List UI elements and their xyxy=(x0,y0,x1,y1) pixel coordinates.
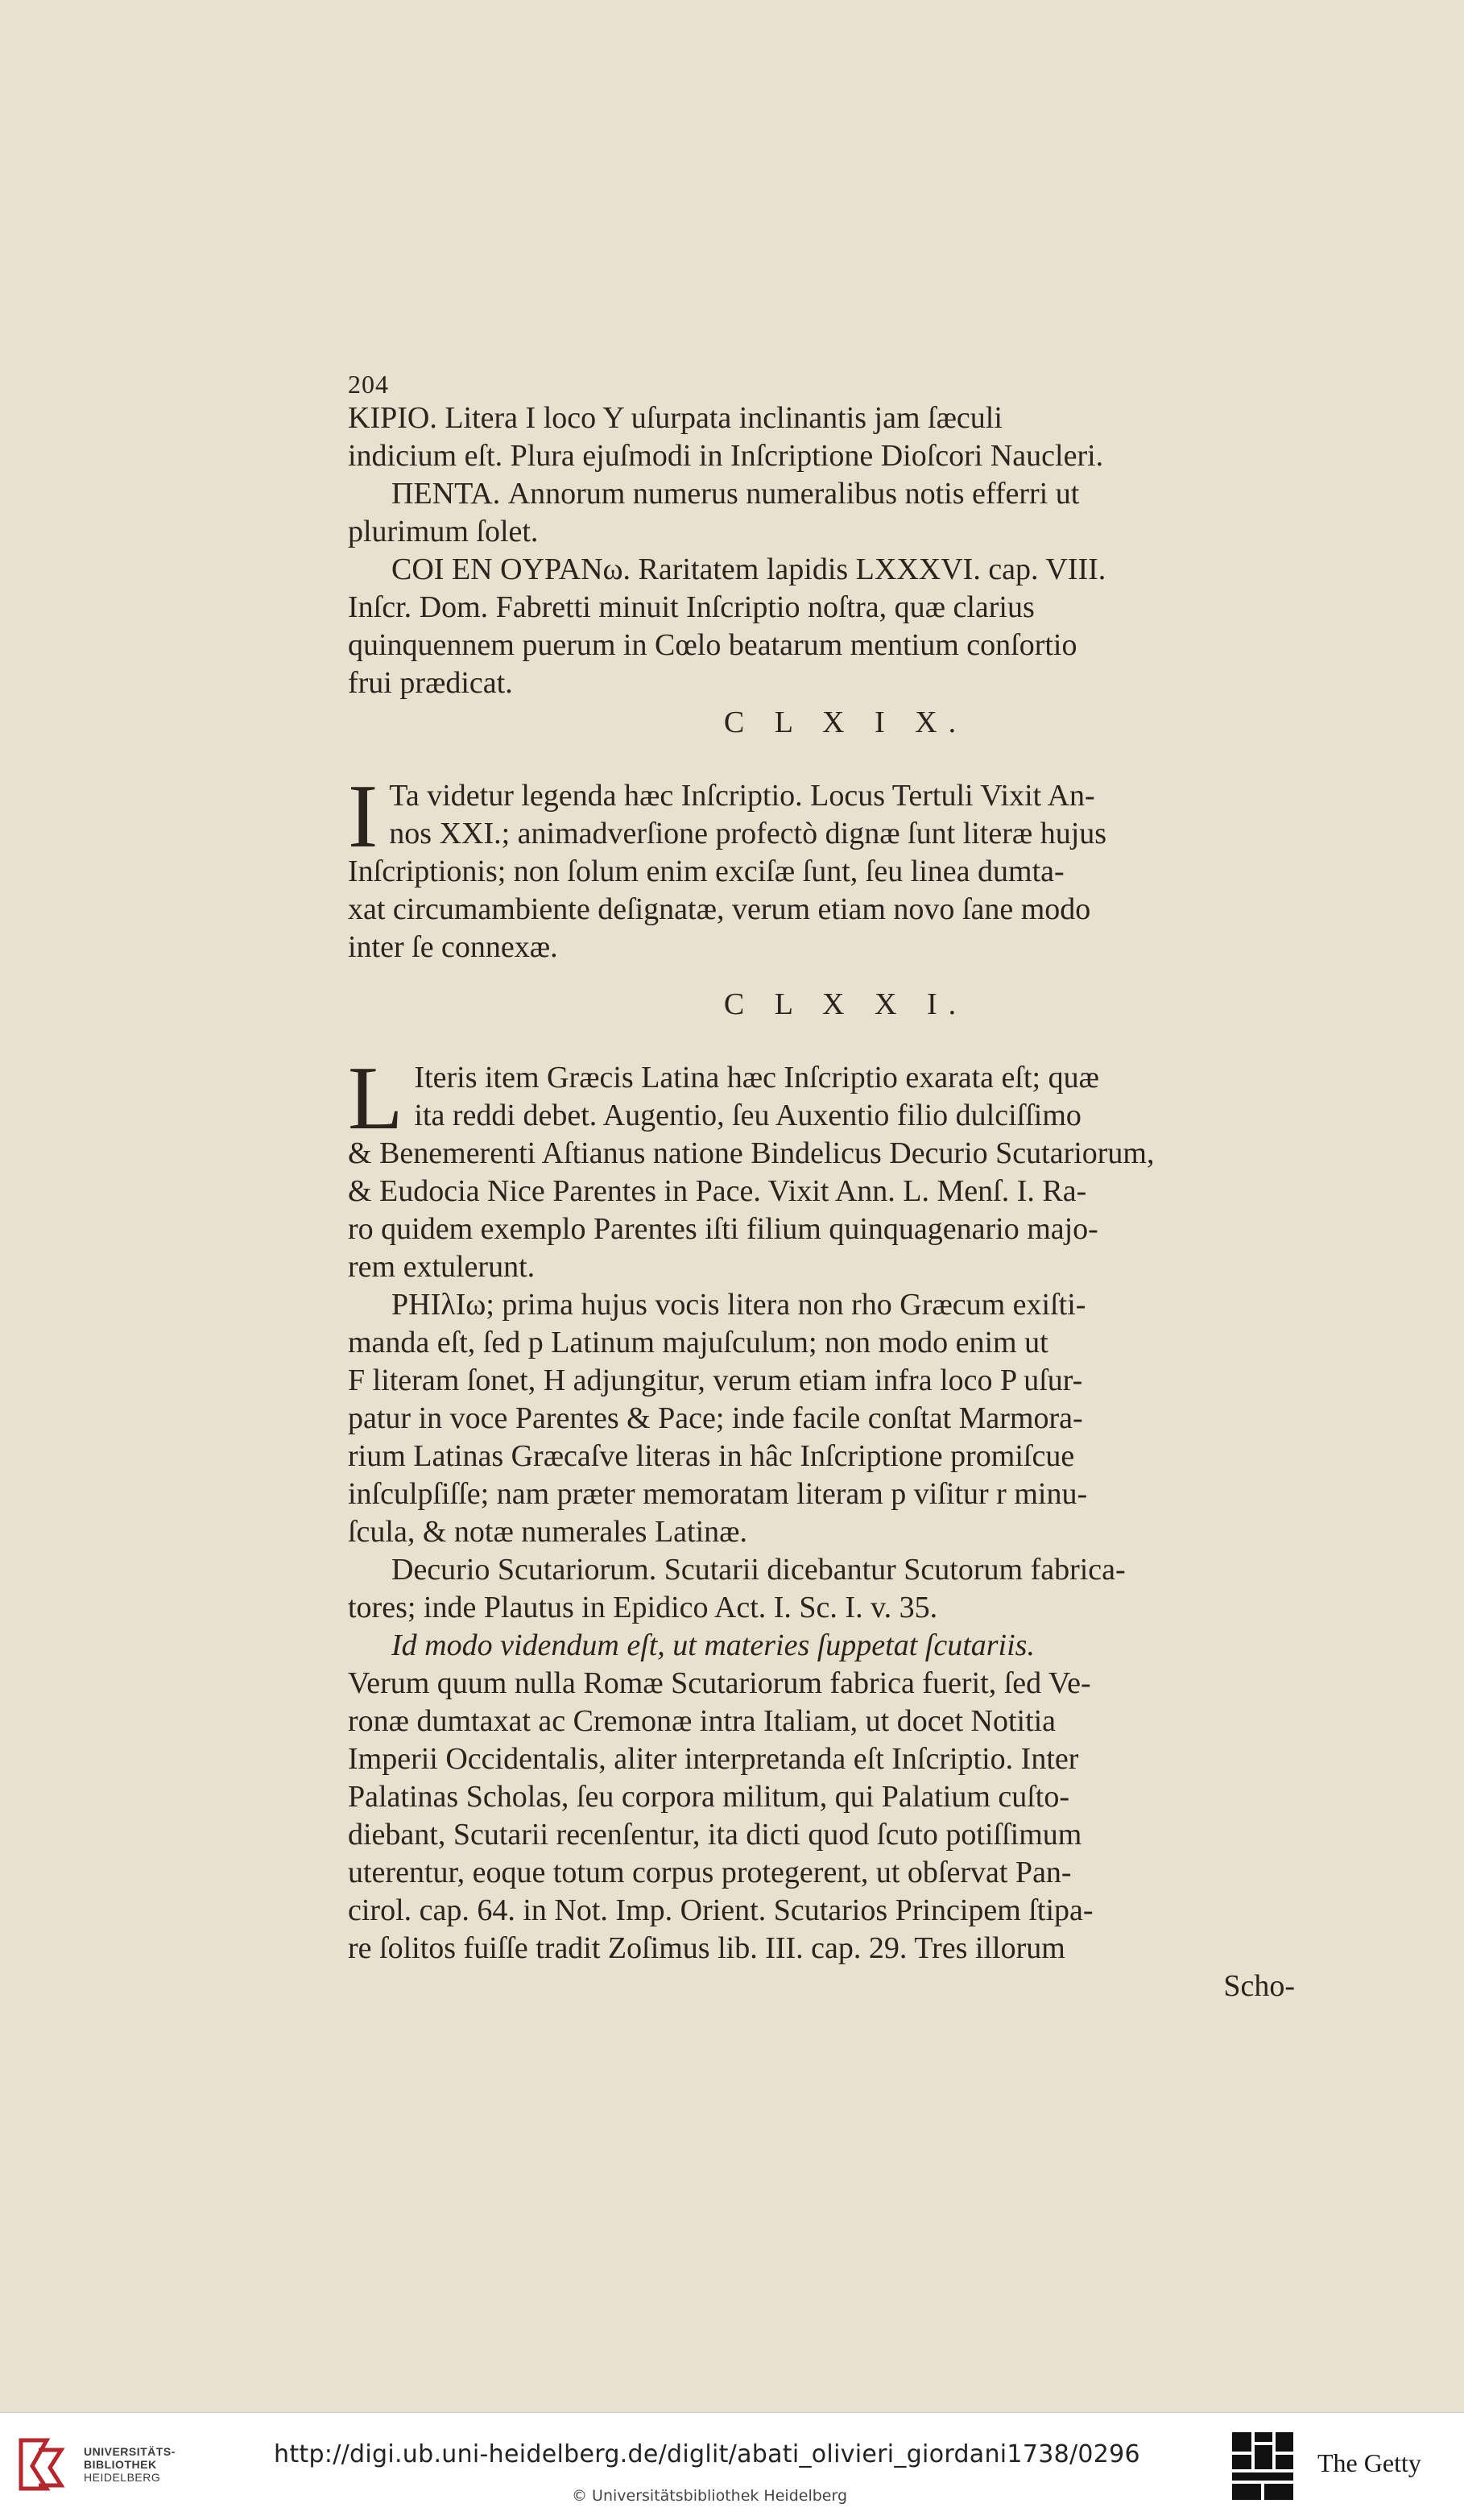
text-line: Inſcr. Dom. Fabretti minuit Inſcriptio noſtra, quæ clarius xyxy=(348,590,1035,624)
heidelberg-logo-icon[interactable] xyxy=(14,2434,71,2495)
text-line: plurimum ſolet. xyxy=(348,515,539,548)
text-line: Verum quum nulla Romæ Scutariorum fabrica fuerit, ſed Ve- xyxy=(348,1666,1091,1700)
text-line: re ſolitos fuiſſe tradit Zoſimus lib. III. cap. 29. Tres illorum xyxy=(348,1931,1065,1965)
text-line: quinquennem puerum in Cœlo beatarum mentium conſortio xyxy=(348,628,1077,662)
text-line: rium Latinas Græcaſve literas in hâc Inſcriptione promiſcue xyxy=(348,1439,1075,1473)
text-line: diebant, Scutarii recenſentur, ita dicti quod ſcuto potiſſimum xyxy=(348,1818,1082,1852)
text-line: Decurio Scutariorum. Scutarii dicebantur Scutorum fabrica- xyxy=(391,1553,1126,1587)
text-line: Imperii Occidentalis, aliter interpretanda eſt Inſcriptio. Inter xyxy=(348,1742,1079,1776)
page-number: 204 xyxy=(348,370,389,399)
text-line: ita reddi debet. Augentio, ſeu Auxentio filio dulciſſimo xyxy=(414,1099,1081,1132)
getty-label: The Getty xyxy=(1317,2448,1421,2477)
text-line: KIPIO. Litera I loco Y uſurpata inclinantis jam ſæculi xyxy=(348,401,1003,435)
text-line: ronæ dumtaxat ac Cremonæ intra Italiam, ut docet Notitia xyxy=(348,1704,1057,1738)
section-heading: C L X I X. xyxy=(723,706,968,739)
page-text xyxy=(348,370,1343,2005)
text-line: Palatinas Scholas, ſeu corpora militum, qui Palatium cuſto- xyxy=(348,1780,1070,1814)
section-heading: C L X X I. xyxy=(723,987,968,1021)
text-line: rem extulerunt. xyxy=(348,1250,536,1284)
text-line: frui prædicat. xyxy=(348,666,513,700)
text-line: ro quidem exemplo Parentes iſti filium quinquagenario majo- xyxy=(348,1212,1098,1246)
viewer-footer xyxy=(0,2412,1464,2520)
text-line: ΠΕΝΤΑ. Annorum numerus numeralibus notis efferri ut xyxy=(391,477,1080,511)
text-line: & Eudocia Nice Parentes in Pace. Vixit Ann. L. Menſ. I. Ra- xyxy=(348,1174,1087,1208)
text-line: Iteris item Græcis Latina hæc Inſcriptio exarata eſt; quæ xyxy=(414,1061,1099,1094)
copyright-notice: © Universitätsbibliothek Heidelberg xyxy=(572,2487,848,2505)
text-line: tores; inde Plautus in Epidico Act. I. Sc. I. v. 35. xyxy=(348,1591,938,1624)
text-line: nos XXI.; animadverſione profectò dignæ ſunt literæ hujus xyxy=(389,817,1107,850)
permalink-url[interactable]: http://digi.ub.uni-heidelberg.de/diglit/abati_olivieri_giordani1738/0296 xyxy=(274,2440,1140,2468)
text-line: indicium eſt. Plura ejuſmodi in Inſcriptione Dioſcori Naucleri. xyxy=(348,439,1104,473)
text-line: F literam ſonet, H adjungitur, verum etiam infra loco P uſur- xyxy=(348,1363,1083,1397)
text-line: manda eſt, ſed p Latinum majuſculum; non modo enim ut xyxy=(348,1326,1048,1359)
text-line: cirol. cap. 64. in Not. Imp. Orient. Scutarios Principem ſtipa- xyxy=(348,1893,1094,1927)
text-line: Id modo videndum eſt, ut materies ſuppetat ſcutariis. xyxy=(391,1628,1035,1662)
text-line: & Benemerenti Aſtianus natione Bindelicus Decurio Scutariorum, xyxy=(348,1136,1155,1170)
catchword: Scho- xyxy=(1223,1969,1295,2003)
text-line: uterentur, eoque totum corpus protegerent, ut obſervat Pan- xyxy=(348,1856,1072,1889)
text-line: patur in voce Parentes & Pace; inde facile conſtat Marmora- xyxy=(348,1401,1083,1435)
text-line: inſculpſiſſe; nam præter memoratam literam p viſitur r minu- xyxy=(348,1477,1088,1511)
text-line: Inſcriptionis; non ſolum enim exciſæ ſunt, ſeu linea dumta- xyxy=(348,854,1065,888)
paragraph-clxxi xyxy=(348,1049,1343,1286)
text-line: Ta videtur legenda hæc Inſcriptio. Locus Tertuli Vixit An- xyxy=(389,779,1095,813)
text-line: xat circumambiente deſignatæ, verum etiam novo ſane modo xyxy=(348,892,1091,926)
text-line: ſcula, & notæ numerales Latinæ. xyxy=(348,1515,748,1549)
paragraph-clxix xyxy=(348,767,1343,966)
drop-cap: L xyxy=(348,1049,403,1148)
text-line: inter ſe connexæ. xyxy=(348,930,558,964)
drop-cap: I xyxy=(348,767,378,867)
getty-logo-icon[interactable] xyxy=(1230,2431,1295,2501)
heidelberg-logo-text: UNIVERSITÄTS- BIBLIOTHEK HEIDELBERG xyxy=(84,2445,176,2484)
text-line: PHIλIω; prima hujus vocis litera non rho Græcum exiſti- xyxy=(391,1288,1086,1322)
text-line: COI EN OYPANω. Raritatem lapidis LXXXVI. cap. VIII. xyxy=(391,552,1106,586)
